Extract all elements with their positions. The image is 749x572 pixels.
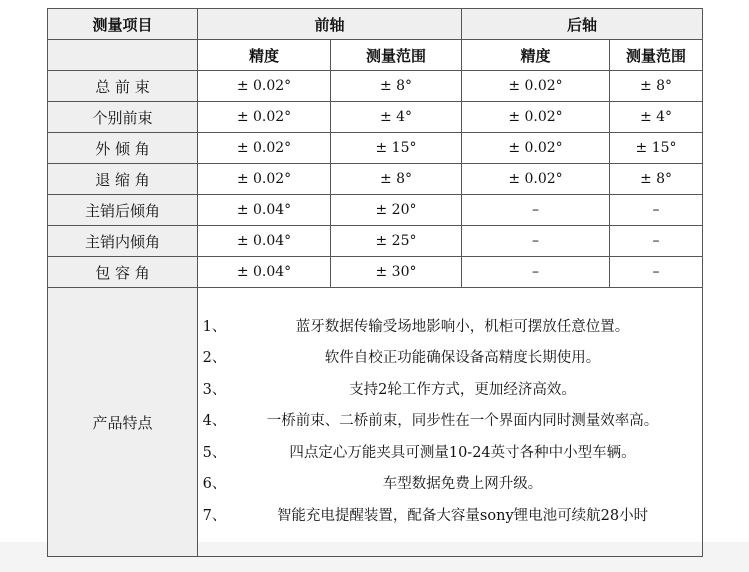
front-accuracy-cell: ± 0.02°	[198, 71, 331, 102]
header-item: 测量项目	[48, 9, 198, 40]
table-row	[48, 71, 703, 102]
header-front-axle: 前轴	[198, 9, 462, 40]
feature-text: 一桥前束、二桥前束，同步性在一个界面内同时测量效率高。	[266, 413, 659, 430]
feature-text: 车型数据免费上网升级。	[382, 476, 543, 493]
row-label: 主销内倾角	[48, 226, 198, 257]
rear-range-cell: ± 8°	[610, 71, 703, 102]
feature-number: 4、	[202, 413, 227, 430]
feature-number: 7、	[202, 507, 227, 524]
rear-range-cell: ± 15°	[610, 133, 703, 164]
feature-text: 四点定心万能夹具可测量10-24英寸各种中小型车辆。	[289, 444, 636, 461]
feature-number: 2、	[202, 350, 227, 367]
feature-item	[198, 469, 702, 501]
feature-item	[198, 375, 702, 407]
features-cell	[198, 288, 703, 557]
front-range-cell: ± 25°	[331, 226, 462, 257]
subheader-front-range: 测量范围	[331, 40, 462, 71]
features-row	[48, 288, 703, 557]
features-list	[198, 312, 702, 533]
front-accuracy-cell: ± 0.02°	[198, 133, 331, 164]
front-range-cell: ± 4°	[331, 102, 462, 133]
rear-range-cell: –	[610, 226, 703, 257]
feature-number: 1、	[202, 318, 227, 335]
front-range-cell: ± 30°	[331, 257, 462, 288]
front-accuracy-cell: ± 0.04°	[198, 257, 331, 288]
feature-text: 智能充电提醒装置，配备大容量sony锂电池可续航28小时	[276, 507, 649, 524]
rear-accuracy-cell: ± 0.02°	[462, 164, 610, 195]
rear-range-cell: ± 8°	[610, 164, 703, 195]
feature-item	[198, 312, 702, 344]
rear-range-cell: –	[610, 257, 703, 288]
front-range-cell: ± 8°	[331, 164, 462, 195]
subheader-rear-range: 测量范围	[610, 40, 703, 71]
feature-number: 5、	[202, 444, 227, 461]
rear-accuracy-cell: ± 0.02°	[462, 102, 610, 133]
front-accuracy-cell: ± 0.02°	[198, 164, 331, 195]
front-range-cell: ± 15°	[331, 133, 462, 164]
rear-range-cell: –	[610, 195, 703, 226]
feature-text: 支持2轮工作方式，更加经济高效。	[349, 381, 576, 398]
table-row	[48, 257, 703, 288]
feature-number: 6、	[202, 476, 227, 493]
subheader-front-accuracy: 精度	[198, 40, 331, 71]
rear-accuracy-cell: –	[462, 257, 610, 288]
row-label: 外 倾 角	[48, 133, 198, 164]
front-range-cell: ± 20°	[331, 195, 462, 226]
front-accuracy-cell: ± 0.02°	[198, 102, 331, 133]
rear-accuracy-cell: –	[462, 195, 610, 226]
spec-table	[47, 8, 703, 557]
front-accuracy-cell: ± 0.04°	[198, 195, 331, 226]
feature-text: 蓝牙数据传输受场地影响小，机柜可摆放任意位置。	[295, 318, 630, 335]
row-label: 个别前束	[48, 102, 198, 133]
table-row	[48, 195, 703, 226]
rear-accuracy-cell: ± 0.02°	[462, 133, 610, 164]
table-row	[48, 164, 703, 195]
rear-accuracy-cell: ± 0.02°	[462, 71, 610, 102]
front-accuracy-cell: ± 0.04°	[198, 226, 331, 257]
header-rear-axle: 后轴	[462, 9, 703, 40]
row-label: 总 前 束	[48, 71, 198, 102]
feature-item	[198, 501, 702, 533]
table-row	[48, 226, 703, 257]
feature-item	[198, 406, 702, 438]
feature-item	[198, 438, 702, 470]
subheader-blank	[48, 40, 198, 71]
subheader-row	[48, 40, 703, 71]
subheader-rear-accuracy: 精度	[462, 40, 610, 71]
feature-text: 软件自校正功能确保设备高精度长期使用。	[324, 350, 601, 367]
features-label: 产品特点	[48, 288, 198, 557]
table-row	[48, 133, 703, 164]
row-label: 包 容 角	[48, 257, 198, 288]
feature-item	[198, 343, 702, 375]
rear-accuracy-cell: –	[462, 226, 610, 257]
feature-number: 3、	[202, 381, 227, 398]
row-label: 退 缩 角	[48, 164, 198, 195]
table-row	[48, 102, 703, 133]
rear-range-cell: ± 4°	[610, 102, 703, 133]
header-row	[48, 9, 703, 40]
row-label: 主销后倾角	[48, 195, 198, 226]
front-range-cell: ± 8°	[331, 71, 462, 102]
